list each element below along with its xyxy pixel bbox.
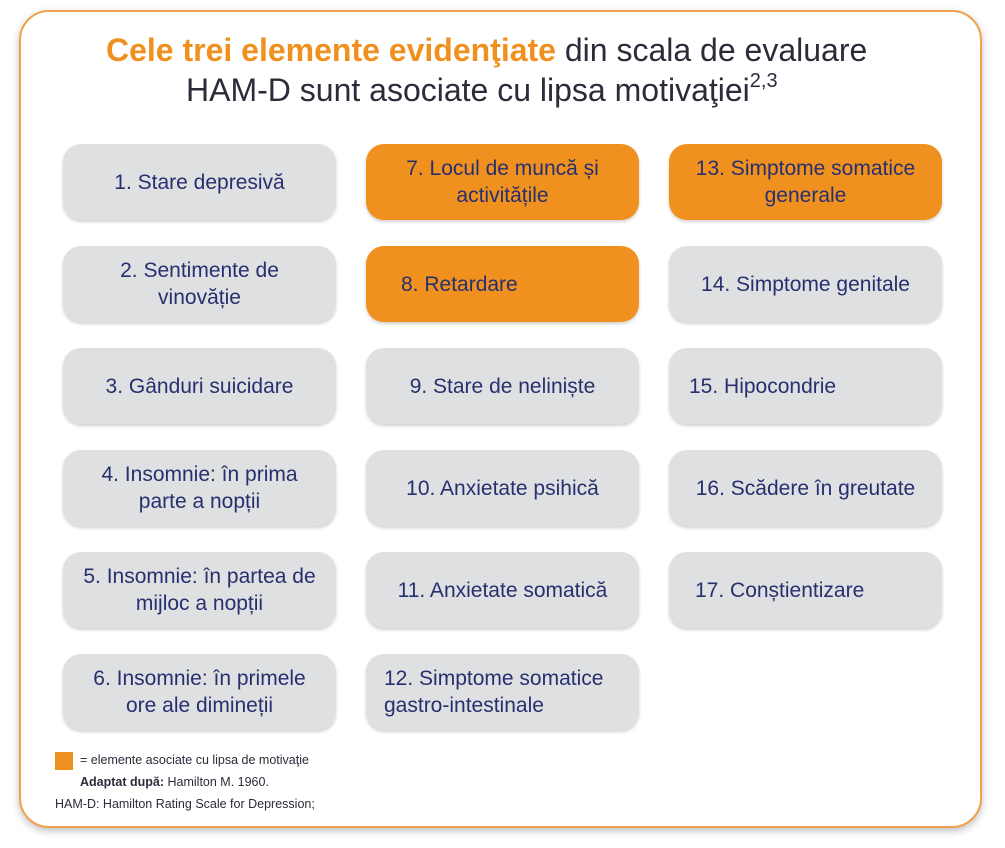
item-box bbox=[63, 450, 336, 526]
item-box bbox=[63, 654, 336, 730]
item-box-highlighted bbox=[366, 246, 639, 322]
item-label: 13. Simptome somatice generale bbox=[695, 157, 916, 207]
item-box bbox=[366, 552, 639, 628]
item-box-highlighted bbox=[366, 144, 639, 220]
item-label: 8. Retardare bbox=[401, 272, 518, 296]
item-label: 9. Stare de neliniște bbox=[409, 374, 596, 398]
item-label: 11. Anxietate somatică bbox=[397, 578, 608, 602]
title-line-2-text: HAM-D sunt asociate cu lipsa motivaţiei bbox=[186, 72, 750, 108]
legend-text: = elemente asociate cu lipsa de motivaţie bbox=[80, 753, 309, 767]
item-label: 17. Conștientizare bbox=[695, 578, 865, 602]
item-box bbox=[669, 348, 942, 424]
item-label: 14. Simptome genitale bbox=[701, 272, 910, 296]
adapted-label: Adaptat după: bbox=[80, 775, 165, 789]
item-label: 12. Simptome somatice gastro-intestinale bbox=[384, 667, 604, 717]
adapted-source: Hamilton M. 1960. bbox=[164, 775, 269, 789]
title-line-1-rest: din scala de evaluare bbox=[555, 32, 868, 68]
item-box bbox=[63, 552, 336, 628]
item-box bbox=[63, 144, 336, 220]
item-label: 2. Sentimente de vinovăție bbox=[120, 259, 279, 309]
item-box bbox=[63, 246, 336, 322]
title-line-1 bbox=[106, 30, 867, 70]
title-highlight: Cele trei elemente evidenţiate bbox=[106, 32, 556, 68]
adapted-note bbox=[80, 775, 269, 789]
item-label: 7. Locul de muncă și activitățile bbox=[406, 157, 599, 207]
item-label: 4. Insomnie: în prima parte a nopții bbox=[101, 463, 298, 513]
title-line-2 bbox=[186, 70, 778, 110]
item-label: 5. Insomnie: în partea de mijloc a nopții bbox=[83, 565, 316, 615]
legend-swatch bbox=[55, 752, 73, 770]
item-label: 1. Stare depresivă bbox=[114, 170, 285, 194]
item-label: 15. Hipocondrie bbox=[689, 374, 837, 398]
item-box bbox=[366, 450, 639, 526]
item-label: 16. Scădere în greutate bbox=[695, 476, 916, 500]
item-box bbox=[63, 348, 336, 424]
item-box bbox=[669, 450, 942, 526]
item-box-highlighted bbox=[669, 144, 942, 220]
item-label: 10. Anxietate psihică bbox=[406, 476, 599, 500]
item-box bbox=[366, 348, 639, 424]
item-box bbox=[366, 654, 639, 730]
item-label: 6. Insomnie: în primele ore ale dimineții bbox=[93, 667, 306, 717]
abbreviation-note: HAM-D: Hamilton Rating Scale for Depression; bbox=[55, 797, 315, 811]
title-superscript: 2,3 bbox=[749, 70, 778, 92]
item-label: 3. Gânduri suicidare bbox=[105, 374, 294, 398]
item-box bbox=[669, 552, 942, 628]
item-box bbox=[669, 246, 942, 322]
